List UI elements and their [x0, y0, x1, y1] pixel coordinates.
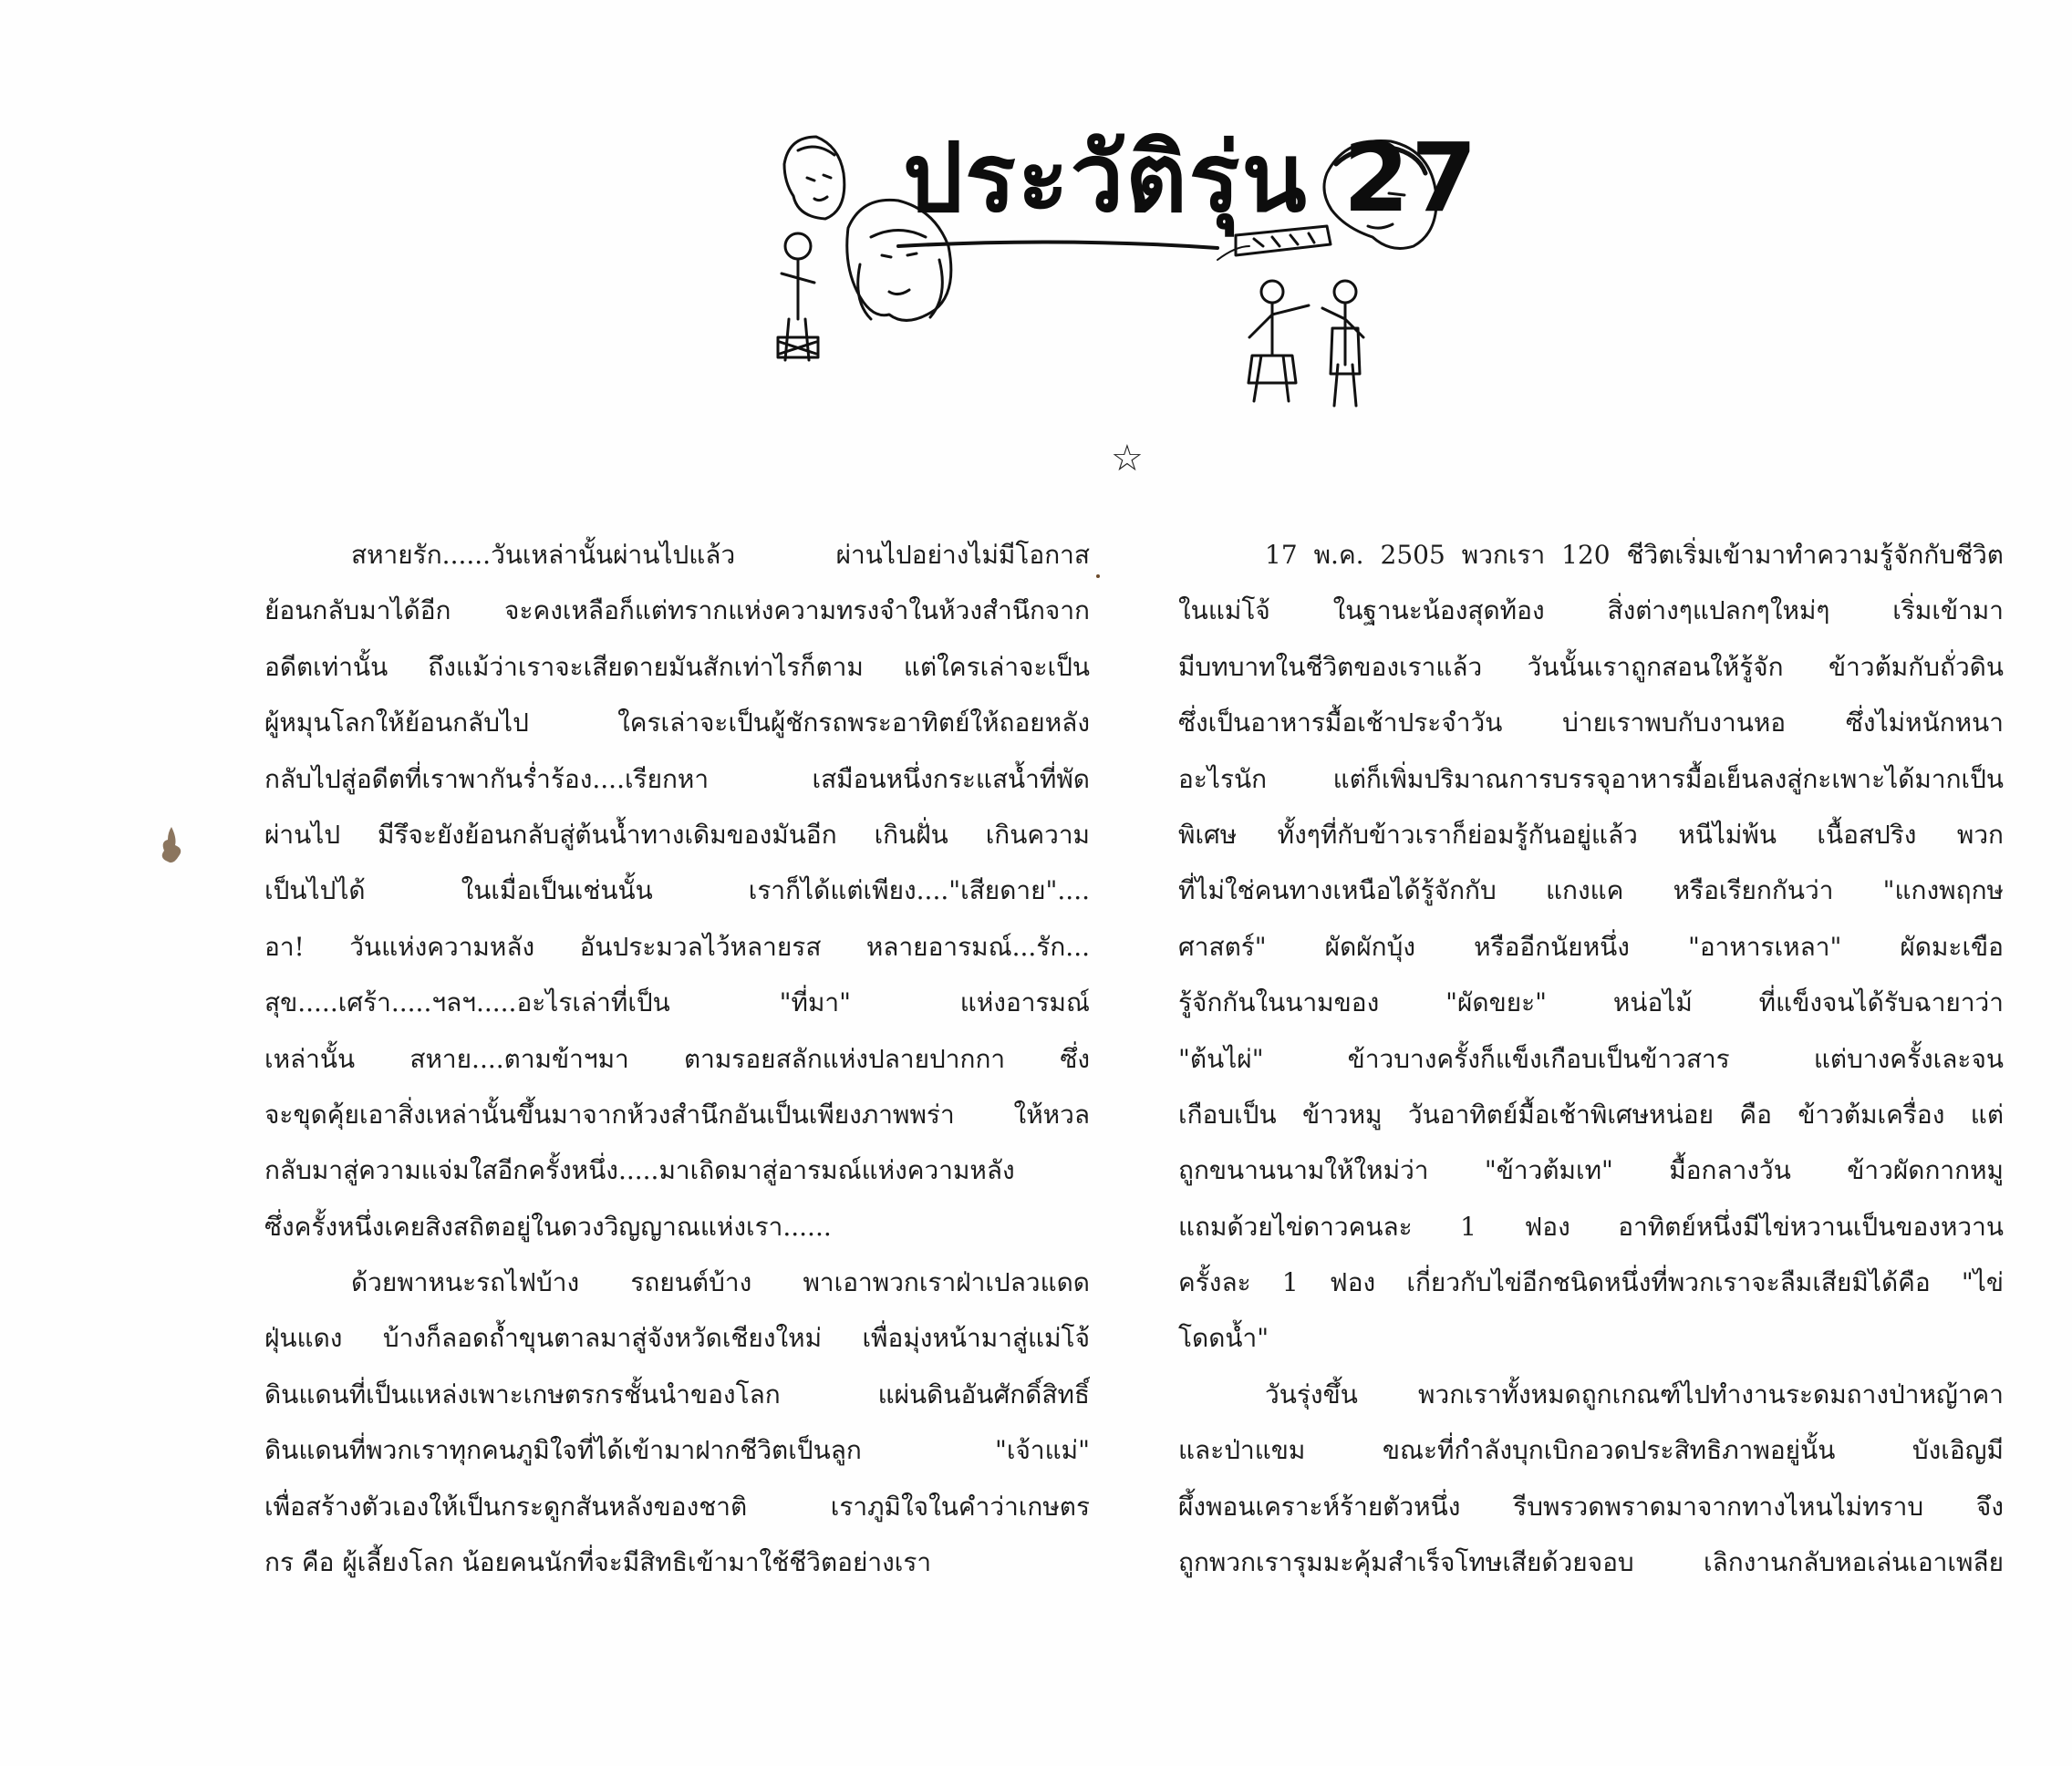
text-line: โดดน้ำ" — [1178, 1323, 1269, 1354]
text-line: ซึ่งครั้งหนึ่งเคยสิงสถิตอยู่ในดวงวิญญาณแห่งเรา...... — [264, 1211, 832, 1242]
ink-blot — [157, 825, 186, 867]
text-line: อา! วันแห่งความหลัง อันประมวลไว้หลายรส หลายอารมณ์...รัก... — [264, 931, 1090, 962]
text-line: รู้จักกันในนามของ "ผัดขยะ" หน่อไม้ ที่แข็งจนได้รับฉายาว่า — [1178, 987, 2004, 1018]
text-line: ดินแดนที่เป็นแหล่งเพาะเกษตรกรชั้นนำของโลก แผ่นดินอันศักดิ์สิทธิ์ — [264, 1379, 1090, 1410]
text-line: ในแม่โจ้ ในฐานะน้องสุดท้อง สิ่งต่างๆแปลกๆใหม่ๆ เริ่มเข้ามา — [1178, 595, 2004, 626]
text-line: เหล่านั้น สหาย....ตามข้าฯมา ตามรอยสลักแห่งปลายปากกา ซึ่ง — [264, 1043, 1090, 1074]
text-line: ผึ้งพอนเคราะห์ร้ายตัวหนึ่ง รีบพรวดพราดมาจากทางไหนไม่ทราบ จึง — [1178, 1491, 2004, 1522]
text-line: ฝุ่นแดง บ้างก็ลอดถ้ำขุนตาลมาสู่จังหวัดเชียงใหม่ เพื่อมุ่งหน้ามาสู่แม่โจ้ — [264, 1323, 1090, 1354]
text-line: 17 พ.ค. 2505 พวกเรา 120 ชีวิตเริ่มเข้ามาทำความรู้จักกับชีวิต — [1265, 540, 2004, 570]
text-line: ผ่านไป มีรึจะยังย้อนกลับสู่ต้นน้ำทางเดิมของมันอีก เกินฝั่น เกินความ — [264, 819, 1090, 850]
text-line: พิเศษ ทั้งๆที่กับข้าวเราก็ย่อมรู้กันอยู่แล้ว หนีไม่พ้น เนื้อสปริง พวก — [1178, 819, 2004, 850]
text-line: มีบทบาทในชีวิตของเราแล้ว วันนั้นเราถูกสอนให้รู้จัก ข้าวต้มกับถั่วดิน — [1178, 651, 2004, 682]
text-line: อดีตเท่านั้น ถึงแม้ว่าเราจะเสียดายมันสักเท่าไรก็ตาม แต่ใครเล่าจะเป็น — [264, 651, 1090, 682]
text-line: และป่าแขม ขณะที่กำลังบุกเบิกอวดประสิทธิภาพอยู่นั้น บังเอิญมี — [1178, 1435, 2004, 1466]
text-line: เกือบเป็น ข้าวหมู วันอาทิตย์มื้อเช้าพิเศษหน่อย คือ ข้าวต้มเครื่อง แต่ — [1178, 1099, 2004, 1130]
star-ornament-icon: ☆ — [1111, 438, 1144, 480]
text-line: กลับไปสู่อดีตที่เราพากันร่ำร้อง....เรียกหา เสมือนหนึ่งกระแสน้ำที่พัด — [264, 763, 1090, 794]
text-line: ด้วยพาหนะรถไฟบ้าง รถยนต์บ้าง พาเอาพวกเราฝ่าเปลวแดด — [351, 1267, 1090, 1298]
right-text-column — [1178, 527, 2004, 1590]
text-line: สุข.....เศร้า.....ฯลฯ.....อะไรเล่าที่เป็น "ที่มา" แห่งอารมณ์ — [264, 987, 1090, 1018]
text-line: ศาสตร์" ผัดผักบุ้ง หรืออีกนัยหนึ่ง "อาหารเหลา" ผัดมะเขือ — [1178, 931, 2004, 962]
text-line: แถมด้วยไข่ดาวคนละ 1 ฟอง อาทิตย์หนึ่งมีไข่หวานเป็นของหวาน — [1178, 1211, 2004, 1242]
text-line: ย้อนกลับมาได้อีก จะคงเหลือก็แต่ทรากแห่งความทรงจำในห้วงสำนึกจาก — [264, 595, 1090, 626]
text-line: ถูกขนานนามให้ใหม่ว่า "ข้าวต้มเท" มื้อกลางวัน ข้าวผัดกากหมู — [1178, 1155, 2004, 1186]
text-line: กร คือ ผู้เลี้ยงโลก น้อยคนนักที่จะมีสิทธิเข้ามาใช้ชีวิตอย่างเรา — [264, 1547, 932, 1578]
text-line: ซึ่งเป็นอาหารมื้อเช้าประจำวัน บ่ายเราพบกับงานหอ ซึ่งไม่หนักหนา — [1178, 707, 2004, 738]
text-line: ที่ไม่ใช่คนทางเหนือได้รู้จักกับ แกงแค หรือเรียกกันว่า "แกงพฤกษ — [1178, 875, 2004, 906]
left-text-column — [264, 527, 1090, 1590]
text-line: ถูกพวกเรารุมมะคุ้มสำเร็จโทษเสียด้วยจอบ เลิกงานกลับหอเล่นเอาเพลีย — [1178, 1547, 2004, 1578]
text-line: "ต้นไผ่" ข้าวบางครั้งก็แข็งเกือบเป็นข้าวสาร แต่บางครั้งเละจน — [1178, 1043, 2004, 1074]
text-line: จะขุดคุ้ยเอาสิ่งเหล่านั้นขึ้นมาจากห้วงสำนึกอันเป็นเพียงภาพพร่า ให้หวล — [264, 1099, 1090, 1130]
text-line: สหายรัก......วันเหล่านั้นผ่านไปแล้ว ผ่านไปอย่างไม่มีโอกาส — [351, 540, 1090, 570]
text-line: เป็นไปได้ ในเมื่อเป็นเช่นนั้น เราก็ได้แต่เพียง...."เสียดาย".... — [264, 875, 1090, 906]
text-line: อะไรนัก แต่ก็เพิ่มปริมาณการบรรจุอาหารมื้อเย็นลงสู่กะเพาะได้มากเป็น — [1178, 763, 2004, 794]
text-line: กลับมาสู่ความแจ่มใสอีกครั้งหนึ่ง.....มาเถิดมาสู่อารมณ์แห่งความหลัง — [264, 1155, 1015, 1186]
text-line: ครั้งละ 1 ฟอง เกี่ยวกับไข่อีกชนิดหนึ่งที่พวกเราจะลืมเสียมิได้คือ "ไข่ — [1178, 1267, 2004, 1298]
text-line: เพื่อสร้างตัวเองให้เป็นกระดูกสันหลังของชาติ เราภูมิใจในคำว่าเกษตร — [264, 1491, 1090, 1522]
ink-speck — [1094, 573, 1102, 580]
text-line: ผู้หมุนโลกให้ย้อนกลับไป ใครเล่าจะเป็นผู้ชักรถพระอาทิตย์ให้ถอยหลัง — [264, 707, 1090, 738]
page-title: ประวัติรุ่น 27 — [903, 122, 1479, 233]
text-line: ดินแดนที่พวกเราทุกคนภูมิใจที่ได้เข้ามาฝากชีวิตเป็นลูก "เจ้าแม่" — [264, 1435, 1090, 1466]
text-line: วันรุ่งขึ้น พวกเราทั้งหมดถูกเกณฑ์ไปทำงานระดมถางป่าหญ้าคา — [1265, 1379, 2004, 1410]
